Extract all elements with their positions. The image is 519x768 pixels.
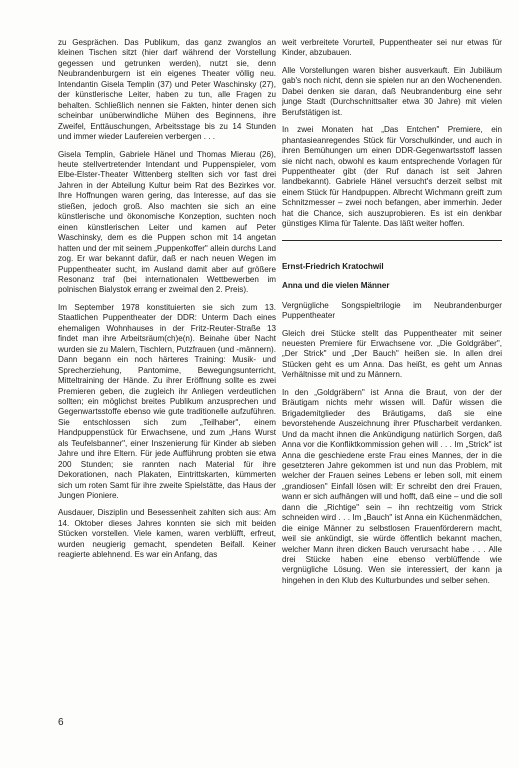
article [282, 262, 502, 587]
article-paragraph: In den „Goldgräbern" ist Anna die Braut, von der der Bräutigam nichts mehr wissen will. Dafür wissen die Brigademitglieder des Bräutigams, daß sie eine bevorstehende Auszeichnung ihrer Pfuscharbeit verdanken. Und da macht ihnen die Ankündigung natürlich Sorgen, daß Anna vor die Konfliktkommission gehen will . . . Im „Strick" ist Anna die geschiedene erste Frau eines Mannes, der in die gesetzteren Jahre gekommen ist und nun das Problem, mit welcher der Frauen seines Lebens er leben soll, mit einem „grandiosen" Einfall lösen will: Er schreibt den drei Frauen, wann er sich aufhängen will und hofft, daß eine – und die soll dann die „Richtige" sein – ihn rechtzeitig vom Strick schneiden wird . . . Im „Bauch" ist Anna ein Küchenmädchen, die einige Männer zu selbstlosen Frauenförderern macht, weil sie ankündigt, sie würde öffentlich bekannt machen, welcher Mann ihren dicken Bauch verursacht habe . . . Alle drei Stücke haben eine ebenso verblüffende wie vergnügliche Lösung. Wen sie interessiert, der kann ja hingehen in den Klub des Kulturbundes und selber sehen. [282, 387, 502, 585]
body-paragraph: Ausdauer, Disziplin und Besessenheit zahlten sich aus: Am 14. Oktober dieses Jahres konnten sie sich mit beiden Stücken vorstellen. Viele kamen, waren verblüfft, erfreut, wurden neugierig gemacht, spendeten Beifall. Keiner reagierte ablehnend. Es war ein Anfang, das [58, 508, 276, 560]
article-subtitle: Vergnügliche Songspieltrilogie im Neubrandenburger Puppentheater [282, 300, 502, 321]
body-paragraph: Im September 1978 konstituierten sie sich zum 13. Staatlichen Puppentheater der DDR: Unterm Dach eines ehemaligen Wohnhauses in der Fritz-Reuter-Straße 13 findet man ihre Arbeitsräum(ch)e(n). Beinahe über Nacht wurden sie zu Malern, Tischlern, Putzfrauen (und -männern). Dann begann ein noch härteres Training: Musik- und Sprecherziehung, Pantomime, Bewegungsunterricht, Mitteltraining der Hände. Zu ihrer Eröffnung sollte es zwei Premieren geben, die zugleich ihr Anliegen verdeutlichen sollten; ein möglichst breites Publikum anzusprechen und Gegenwartsstoffe ebenso wie gute traditionelle aufzuführen. Sie entschlossen sich zum „Teilhaber", einem Handpuppenstück für Erwachsene, und zum „Hans Wurst als Teufelsbanner", einer Inszenierung für Kinder ab sieben Jahre und ihre Eltern. Für jede Aufführung probten sie etwa 200 Stunden; sie rannten nach Material für ihre Dekorationen, nach Plakaten, Eintrittskarten, kümmerten sich um roten Samt für ihre zweite Spielstätte, das Haus der Jungen Pioniere. [58, 302, 276, 501]
right-column [282, 38, 502, 593]
section-divider [282, 240, 502, 241]
body-paragraph: In zwei Monaten hat „Das Entchen" Premiere, ein phantasieanregendes Stück für Vorschulkinder, und auch in ihren Bemühungen um einen DDR-Gegenwartsstoff lassen sie nicht nach, obwohl es kaum entsprechende Vorlagen für Puppentheater gibt (der Ruf danach ist seit Jahren landbekannt). Gabriele Hänel versucht's derzeit selbst mit einem Stück für Handpuppen. Albrecht Wichmann greift zum Schnitzmesser – zwei noch befangen, aber immerhin. Jeder hat die Chance, sich auszuprobieren. Es ist ein denkbar günstiges Klima für Talente. Das läßt weiter hoffen. [282, 125, 502, 229]
article-paragraph: Gleich drei Stücke stellt das Puppentheater mit seiner neuesten Premiere für Erwachsene vor. „Die Goldgräber", „Der Strick" und „Der Bauch" heißen sie. In allen drei Stücken geht es um Anna. Das heißt, es geht um Annas Verhältnisse mit und zu Männern. [282, 328, 502, 380]
page-number: 6 [58, 717, 64, 728]
body-paragraph: zu Gesprächen. Das Publikum, das ganz zwanglos an kleinen Tischen sitzt (hier darf während der Vorstellung gegessen und getrunken werden), nutzt sie, denn Neubrandenburgern ist ein eigenes Theater völlig neu. Intendantin Gisela Templin (37) und Peter Waschinsky (27), der künstlerische Leiter, haben zu tun, alle Fragen zu behalten. Schließlich nennen sie Fakten, hinter denen sich scheinbar unüberwindliche Mühen des Beginnens, ihre Zweifel, Enttäuschungen, Arbeitsstage bis zu 14 Stunden und immer wieder Laufereien verbergen . . . [58, 38, 276, 142]
body-paragraph: Gisela Templin, Gabriele Hänel und Thomas Mierau (26), heute stellvertretender Intendant und Puppenspieler, vom Elbe-Elster-Theater Wittenberg stellten sich vor fast drei Jahren in der Abteilung Kultur beim Rat des Bezirkes vor. Ihre Hoffnungen waren gering, das Interesse, auf das sie stießen, jedoch groß. Also machten sie sich an eine künstlerische und ökonomische Konzeption, suchten noch einen künstlerischen Leiter und kamen auf Peter Waschinsky, dem es die Puppen schon mit 14 angetan hatten und der mit seinem „Puppenkoffer" allein durchs Land zog. Er war bekannt dafür, daß er nach neuen Wegen im Puppentheater sucht, im Ausland damit aber auf größere Resonanz traf (bei internationalen Wettbewerben im polnischen Bialystok errang er zweimal den 2. Preis). [58, 149, 276, 295]
left-column [58, 38, 276, 568]
body-paragraph: Alle Vorstellungen waren bisher ausverkauft. Ein Jubiläum gab's noch nicht, denn sie spielen nur an den Wochenenden. Dabei denken sie daran, daß Neubrandenburg eine sehr junge Stadt (Durchschnittsalter etwa 30 Jahre) mit vielen Berufstätigen ist. [282, 65, 502, 117]
article-title: Anna und die vielen Männer [282, 281, 390, 291]
article-author: Ernst-Friedrich Kratochwil [282, 261, 384, 271]
body-paragraph: weit verbreitete Vorurteil, Puppentheater sei nur etwas für Kinder, abzubauen. [282, 38, 502, 58]
